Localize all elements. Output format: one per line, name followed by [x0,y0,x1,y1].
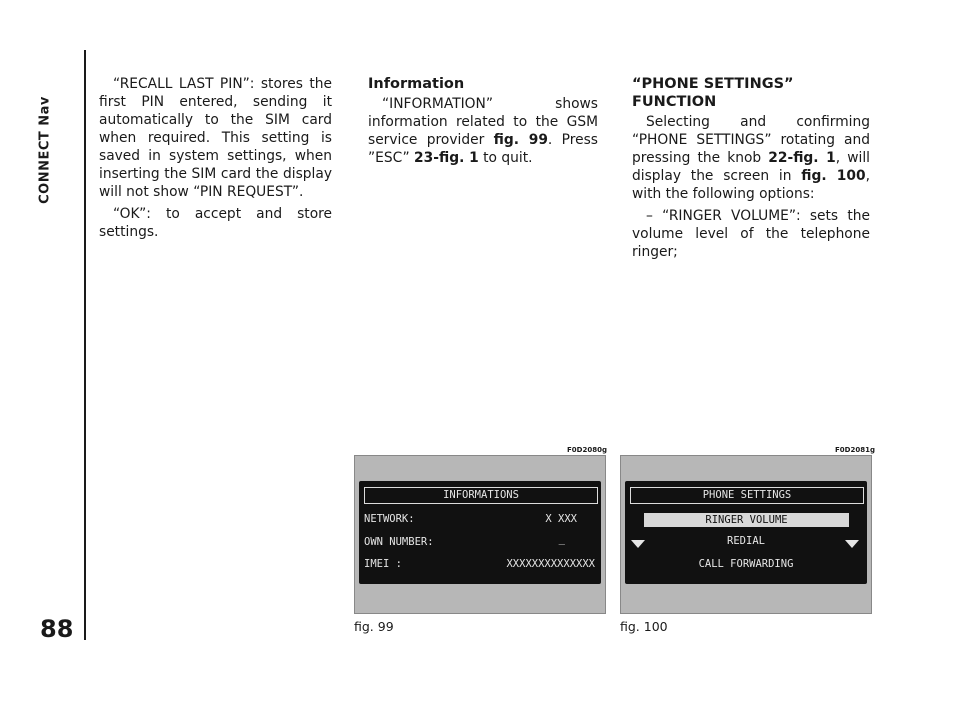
imei-label: IMEI : [364,558,402,570]
fig-100-code: F0D2081g [835,446,875,454]
triangle-down-icon [845,540,859,548]
own-number-value: _ [558,533,565,545]
page-number: 88 [40,615,74,643]
phone-settings-paragraph: Selecting and confirming “PHONE SETTINGS” rotating and pressing the knob 22-fig. 1, will display the screen in fig. 100, with the following options: [632,114,870,202]
fig-99-title-bar: INFORMATIONS [364,487,598,504]
fig-99-label: fig. 99 [354,619,394,634]
fig-100-title-bar: PHONE SETTINGS [630,487,864,504]
menu-item-call-forwarding[interactable]: CALL FORWARDING [698,558,794,570]
fig-100-reference: fig. 100 [801,168,866,184]
menu-item-ringer-volume[interactable]: RINGER VOLUME [644,513,849,527]
column-1 [99,75,332,241]
menu-item-redial[interactable]: REDIAL [727,535,765,547]
information-paragraph: “INFORMATION” shows information related to the GSM service provider fig. 99. Press ”ESC” 23-fig. 1 to quit. [368,96,598,166]
fig-99-display [359,481,601,584]
fig-99-reference: fig. 99 [493,132,548,148]
fig-1-reference: 23-fig. 1 [414,150,479,166]
ringer-volume-paragraph: – “RINGER VOLUME”: sets the volume level of the telephone ringer; [632,208,870,260]
fig-100-display [625,481,867,584]
column-3 [632,75,870,261]
fig-99-panel [354,455,606,614]
own-number-label: OWN NUMBER: [364,536,434,548]
margin-rule [84,50,86,640]
information-heading: Information [368,76,465,92]
fig-100-panel [620,455,872,614]
fig-99-code: F0D2080g [567,446,607,454]
phone-settings-heading: “PHONE SETTINGS” FUNCTION [632,76,794,110]
column-2 [368,75,598,167]
fig-1-reference: 22-fig. 1 [768,150,836,166]
section-label: CONNECT Nav [37,96,53,204]
network-label: NETWORK: [364,513,415,525]
imei-value: XXXXXXXXXXXXXX [506,558,595,570]
fig-100-label: fig. 100 [620,619,668,634]
recall-last-pin-paragraph: “RECALL LAST PIN”: stores the first PIN entered, sending it automatically to the SIM card when required. This setting is saved in system settings, when inserting the SIM card the display will not show “PIN REQUEST”. [99,76,332,200]
ok-paragraph: “OK”: to accept and store settings. [99,206,332,240]
network-value: X XXX [545,513,577,525]
